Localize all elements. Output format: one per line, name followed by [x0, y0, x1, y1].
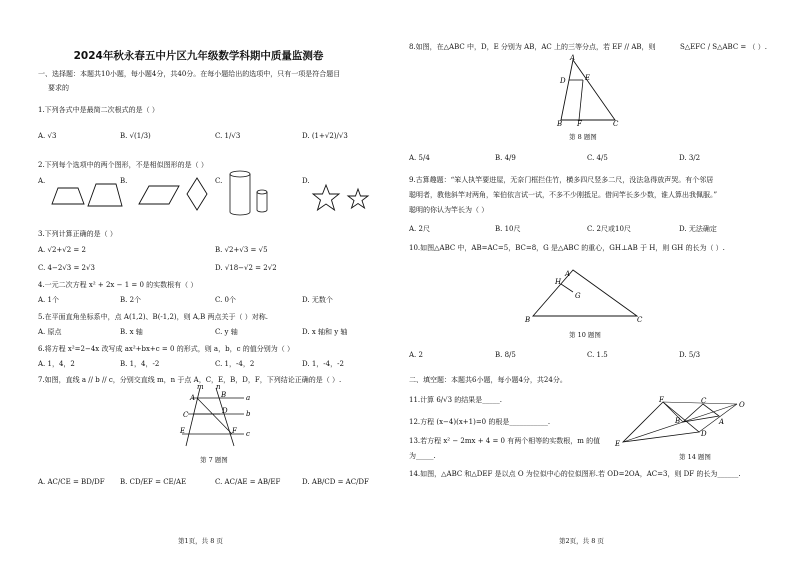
q9-stem-line3: 聪明的你认为竿长为（ ） [409, 206, 489, 214]
q8-option-c: C. 4/5 [587, 154, 608, 162]
q5-option-b: B. x 轴 [120, 328, 143, 336]
q9-option-b: B. 10尺 [495, 225, 521, 233]
right-page [397, 0, 794, 561]
q8-option-a: A. 5/4 [409, 154, 430, 162]
q14-caption: 第 14 题图 [679, 453, 711, 461]
q10-option-b: B. 8/5 [495, 351, 516, 359]
section2-header: 二、填空题：本题共6小题，每小题4分，共24分。 [409, 376, 567, 384]
q4-stem: 4.一元二次方程 x² + 2x − 1 = 0 的实数根有（ ） [38, 281, 198, 289]
q7-option-d: D. AB/CD = AC/DF [302, 478, 369, 486]
q10-option-d: D. 5/3 [679, 351, 701, 359]
q5-stem: 5.在平面直角坐标系中，点 A(1,2)、B(-1,2)，则 A,B 两点关于（ ）对称. [38, 313, 268, 321]
q7-label-m: m [197, 383, 204, 391]
q5-option-c: C. y 轴 [215, 328, 238, 336]
section1-header-cont: 要求的 [48, 84, 69, 92]
q10-stem: 10.如图△ABC 中，AB=AC=5，BC=8，G 是△ABC 的重心，GH⊥AB 于 H，则 GH 的长为（ ）. [409, 244, 725, 252]
q7-option-c: C. AC/AE = AB/EF [215, 478, 281, 486]
q7-label-e-point: E [180, 427, 186, 435]
q2-fig-d-stars [312, 184, 372, 212]
q3-option-b: B. √2+√3 = √5 [215, 246, 268, 254]
q7-label-a-point: A [190, 394, 196, 402]
q3-stem: 3.下列计算正确的是（ ） [38, 230, 117, 238]
q13-stem-line2: 为_____. [409, 452, 436, 460]
q7-label-line-a: a [246, 394, 251, 402]
q14-label-b: B [675, 417, 681, 425]
q14-stem: 14.如图，△ABC 和△DEF 是以点 O 为位似中心的位似图形.若 OD=2OA，AC=3，则 DF 的长为______. [409, 470, 741, 478]
section1-header: 一、选择题：本题共10小题，每小题4分，共40分。在每小题给出的选项中，只有一项是符合题目 [38, 70, 341, 78]
q9-option-c: C. 2尺或10尺 [587, 225, 631, 233]
q14-label-e: E [615, 440, 621, 448]
q1-option-d: D. (1+√2)/√3 [302, 132, 348, 140]
q3-option-c: C. 4−2√3 = 2√3 [38, 264, 95, 272]
q1-option-a: A. √3 [38, 132, 57, 140]
q1-option-c: C. 1/√3 [215, 132, 241, 140]
q2-option-d: D. [302, 177, 310, 185]
q4-option-a: A. 1个 [38, 296, 59, 304]
q13-stem: 13.若方程 x² − 2mx + 4 = 0 有两个相等的实数根，m 的值 [409, 437, 601, 445]
q6-option-c: C. 1，-4，2 [215, 360, 255, 368]
q14-label-f: F [659, 396, 664, 404]
q7-option-a: A. AC/CE = BD/DF [38, 478, 105, 486]
q7-label-line-b: b [246, 410, 251, 418]
q7-label-n: n [216, 383, 221, 391]
q14-label-c: C [701, 397, 707, 405]
q2-fig-b-parallelogram-rhombus [135, 176, 215, 212]
q5-option-a: A. 原点 [38, 328, 62, 336]
q10-figure-isosceles-triangle [525, 266, 645, 326]
q9-stem-line2: 聪明者，教他斜竿对两角，笨伯依言试一试，不多不少刚抵足。借问竿长多少数，谁人算出我佩服。” [409, 191, 718, 199]
q8-stem: 8.如图，在△ABC 中，D，E 分别为 AB，AC 上的三等分点，若 EF // AB，则 [409, 43, 656, 51]
q10-caption: 第 10 题图 [569, 331, 601, 339]
page-footer-left: 第1页，共 8 页 [178, 537, 223, 545]
q7-label-line-c: c [246, 430, 250, 438]
exam-title: 2024年秋永春五中片区九年级数学科期中质量监测卷 [73, 50, 324, 62]
q10-label-c: C [637, 316, 643, 324]
q14-figure-homothety [615, 396, 749, 448]
q10-label-a: A [565, 270, 571, 278]
q7-caption: 第 7 题图 [200, 456, 228, 464]
q9-stem: 9.古算趣题：“笨人执竿要进屋，无奈门框拦住竹，横多四尺竖多二尺，没法急得放声哭。有个邻居 [409, 176, 714, 184]
page-footer-right: 第2页，共 8 页 [559, 537, 604, 545]
q7-label-f-point: F [232, 427, 237, 435]
q2-option-b: B. [120, 177, 128, 185]
q7-label-d-point: D [222, 407, 228, 415]
q7-label-b-point: B [221, 391, 227, 399]
q8-label-a: A [570, 54, 576, 62]
q5-option-d: D. x 轴和 y 轴 [302, 328, 348, 336]
q6-option-a: A. 1，4，2 [38, 360, 75, 368]
q1-option-b: B. √(1/3) [120, 132, 151, 140]
q10-option-c: C. 1.5 [587, 351, 608, 359]
q8-label-c: C [613, 120, 619, 128]
q10-label-b: B [525, 316, 531, 324]
q11-stem: 11.计算 6/√3 的结果是_____. [409, 396, 503, 404]
q14-label-a: A [719, 418, 725, 426]
q2-option-a: A. [38, 177, 46, 185]
q3-option-a: A. √2+√2 = 2 [38, 246, 86, 254]
q6-option-b: B. 1，4，-2 [120, 360, 160, 368]
q4-option-d: D. 无数个 [302, 296, 333, 304]
q8-label-b: B [557, 120, 563, 128]
q6-stem: 6.将方程 x²=2−4x 改写成 ax²+bx+c = 0 的形式，则 a，b，c 的值分别为（ ） [38, 345, 294, 353]
q6-option-d: D. 1，-4，-2 [302, 360, 344, 368]
q8-option-b: B. 4/9 [495, 154, 516, 162]
q2-fig-c-cylinders [226, 168, 276, 218]
q12-stem: 12.方程 (x−4)(x+1)=0 的根是___________. [409, 418, 551, 426]
q9-option-d: D. 无法确定 [679, 225, 717, 233]
q2-option-c: C. [215, 177, 223, 185]
q10-option-a: A. 2 [409, 351, 423, 359]
q1-stem: 1.下列各式中是最简二次根式的是（ ） [38, 106, 159, 114]
q4-option-b: B. 2个 [120, 296, 142, 304]
q8-label-f: F [577, 120, 582, 128]
q7-stem: 7.如图，直线 a // b // c，分别交直线 m，n 于点 A，C，E，B，D，F，下列结论正确的是（ ）. [38, 376, 342, 384]
q7-option-b: B. CD/EF = CE/AE [120, 478, 187, 486]
q8-label-d: D [560, 77, 566, 85]
q3-option-d: D. √18−√2 = 2√2 [215, 264, 277, 272]
q8-fraction: S△EFC / S△ABC = （ ）. [680, 43, 767, 51]
q4-option-c: C. 0个 [215, 296, 237, 304]
q8-caption: 第 8 题图 [569, 133, 597, 141]
q2-stem: 2.下列每个选项中的两个图形，不是相似图形的是（ ） [38, 161, 208, 169]
q8-option-d: D. 3/2 [679, 154, 701, 162]
q14-label-d: D [701, 430, 707, 438]
q8-label-e: E [585, 74, 591, 82]
q10-label-h: H [555, 278, 562, 286]
q7-label-c-point: C [183, 411, 189, 419]
q7-figure-parallel-lines [178, 383, 258, 448]
q10-label-g: G [575, 292, 581, 300]
q14-label-o: O [739, 401, 745, 409]
q9-option-a: A. 2尺 [409, 225, 430, 233]
q8-figure-triangle [557, 56, 627, 126]
q2-fig-a-trapezoids [50, 180, 120, 210]
